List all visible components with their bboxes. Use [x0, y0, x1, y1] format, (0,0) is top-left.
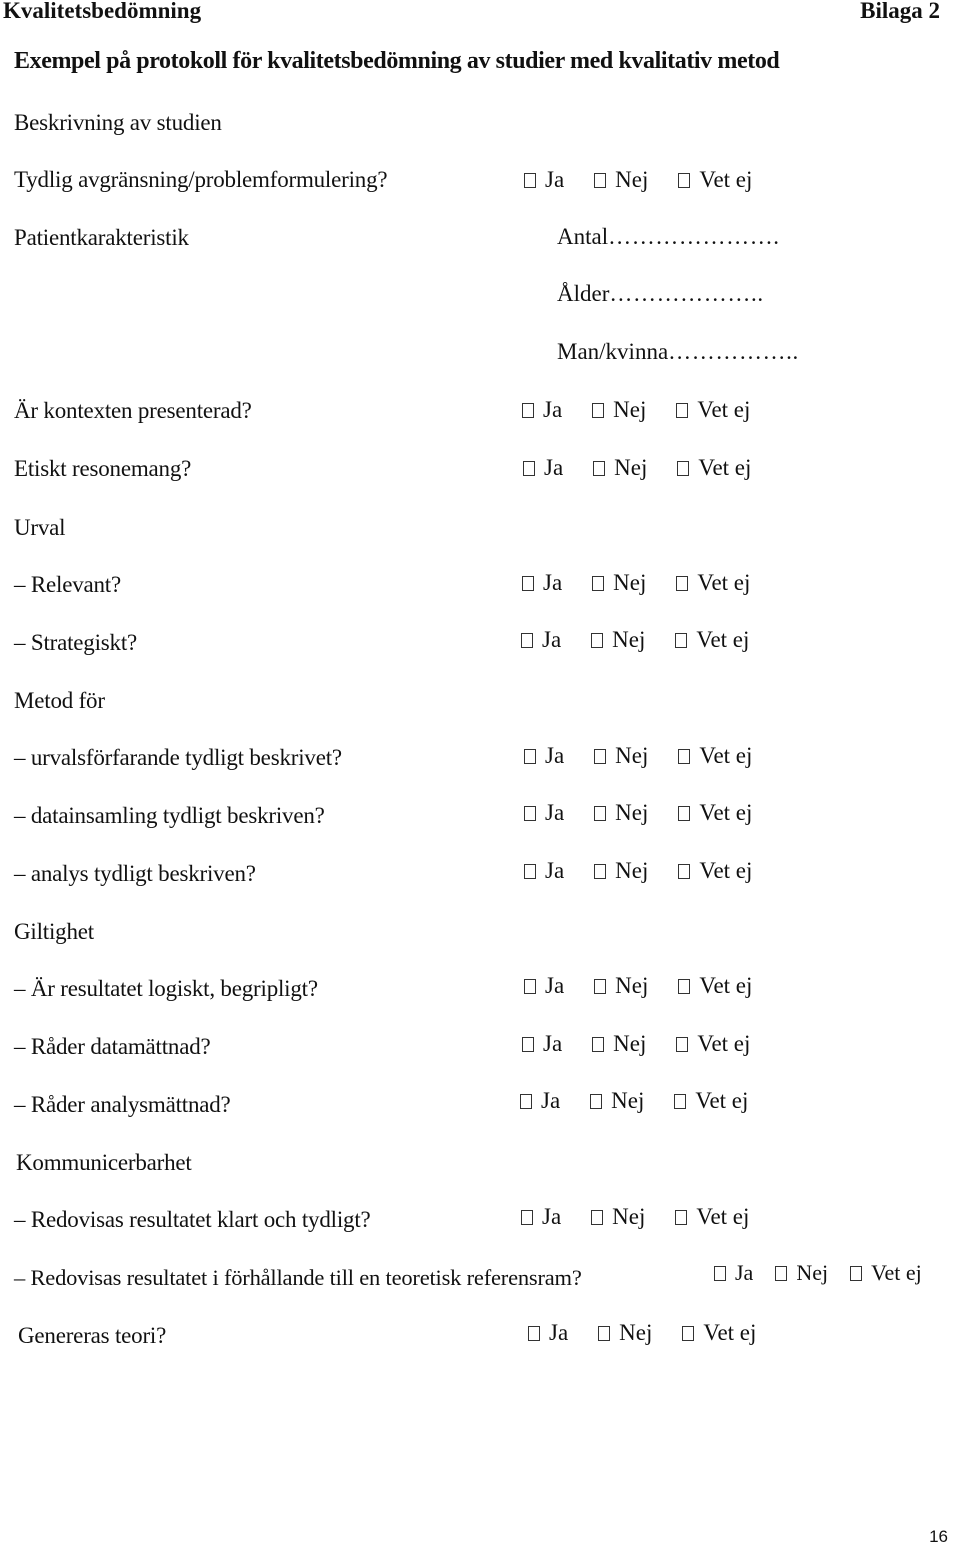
option-unknown[interactable]: [682, 1320, 756, 1346]
question-theoretical-framework: – Redovisas resultatet i förhållande till en teoretisk referensram?: [14, 1265, 582, 1290]
field-blank: ………………….: [608, 224, 780, 249]
checkbox[interactable]: [522, 576, 534, 591]
option-unknown[interactable]: [678, 167, 752, 193]
answer-options: [524, 858, 752, 884]
checkbox[interactable]: [675, 633, 687, 648]
option-unknown[interactable]: [674, 1088, 748, 1114]
option-label: Nej: [615, 973, 649, 998]
option-yes[interactable]: [523, 455, 563, 481]
checkbox[interactable]: [676, 1037, 688, 1052]
question-relevant: – Relevant?: [14, 572, 122, 597]
answer-options: [528, 1320, 756, 1346]
option-unknown[interactable]: [677, 455, 751, 481]
checkbox[interactable]: [524, 173, 536, 188]
option-label: Nej: [612, 627, 646, 652]
checkbox[interactable]: [591, 633, 603, 648]
option-label: Nej: [619, 1320, 653, 1345]
option-label: Vet ej: [698, 455, 752, 480]
option-label: Ja: [544, 455, 564, 480]
option-unknown[interactable]: [678, 743, 752, 769]
option-yes[interactable]: [522, 1031, 562, 1057]
option-no[interactable]: [594, 858, 648, 884]
option-label: Ja: [542, 627, 562, 652]
checkbox[interactable]: [676, 403, 688, 418]
field-age[interactable]: [557, 281, 764, 307]
question-analysis-saturation: – Råder analysmättnad?: [14, 1092, 231, 1117]
option-label: Nej: [613, 570, 647, 595]
option-label: Vet ej: [697, 1031, 751, 1056]
option-label: Nej: [613, 397, 647, 422]
field-blank: ………………..: [609, 281, 764, 306]
checkbox[interactable]: [592, 403, 604, 418]
option-unknown[interactable]: [675, 627, 749, 653]
option-label: Ja: [735, 1260, 754, 1285]
section-patient-characteristics: Patientkarakteristik: [14, 225, 189, 250]
option-no[interactable]: [591, 1204, 645, 1230]
checkbox[interactable]: [593, 461, 605, 476]
option-label: Ja: [545, 858, 565, 883]
option-no[interactable]: [593, 455, 647, 481]
option-label: Vet ej: [871, 1260, 922, 1285]
section-validity: Giltighet: [14, 919, 94, 944]
checkbox[interactable]: [594, 864, 606, 879]
option-label: Ja: [545, 167, 565, 192]
checkbox[interactable]: [522, 1037, 534, 1052]
question-data-saturation: – Råder datamättnad?: [14, 1034, 211, 1059]
checkbox[interactable]: [523, 461, 535, 476]
checkbox[interactable]: [594, 806, 606, 821]
checkbox[interactable]: [678, 173, 690, 188]
header-appendix-label: Bilaga 2: [860, 0, 940, 23]
option-label: Vet ej: [697, 570, 751, 595]
option-no[interactable]: [594, 167, 648, 193]
option-label: Ja: [545, 800, 565, 825]
option-unknown[interactable]: [676, 570, 750, 596]
option-yes[interactable]: [524, 858, 564, 884]
checkbox[interactable]: [677, 461, 689, 476]
checkbox[interactable]: [594, 979, 606, 994]
option-yes[interactable]: [524, 167, 564, 193]
option-label: Vet ej: [696, 627, 750, 652]
page-number: 16: [929, 1527, 948, 1546]
checkbox[interactable]: [590, 1094, 602, 1109]
option-label: Ja: [542, 1204, 562, 1229]
option-yes[interactable]: [524, 743, 564, 769]
answer-options: [524, 167, 752, 193]
checkbox[interactable]: [598, 1326, 610, 1341]
option-unknown[interactable]: [676, 397, 750, 423]
checkbox[interactable]: [521, 1210, 533, 1225]
answer-options: [522, 397, 750, 423]
checkbox[interactable]: [524, 979, 536, 994]
option-unknown[interactable]: [678, 800, 752, 826]
option-label: Nej: [614, 455, 648, 480]
option-label: Ja: [543, 397, 563, 422]
answer-options: [521, 627, 749, 653]
question-analysis: – analys tydligt beskriven?: [14, 861, 256, 886]
section-method: Metod för: [14, 688, 105, 713]
option-label: Vet ej: [699, 167, 753, 192]
option-no[interactable]: [594, 800, 648, 826]
option-label: Vet ej: [695, 1088, 749, 1113]
option-label: Nej: [613, 1031, 647, 1056]
checkbox[interactable]: [850, 1266, 862, 1281]
option-label: Ja: [549, 1320, 569, 1345]
checkbox[interactable]: [678, 864, 690, 879]
option-unknown[interactable]: [678, 858, 752, 884]
option-no[interactable]: [592, 570, 646, 596]
question-logical-result: – Är resultatet logiskt, begripligt?: [14, 976, 318, 1001]
option-unknown[interactable]: [676, 1031, 750, 1057]
checkbox[interactable]: [522, 403, 534, 418]
checkbox[interactable]: [592, 1037, 604, 1052]
option-yes[interactable]: [524, 800, 564, 826]
answer-options: [521, 1204, 749, 1230]
field-label: Ålder: [557, 281, 610, 306]
question-clear-results: – Redovisas resultatet klart och tydligt?: [14, 1207, 371, 1232]
option-no[interactable]: [594, 973, 648, 999]
option-unknown[interactable]: [675, 1204, 749, 1230]
question-ethics: Etiskt resonemang?: [14, 456, 192, 481]
option-unknown[interactable]: [850, 1260, 922, 1286]
answer-options: [714, 1260, 922, 1286]
answer-options: [524, 743, 752, 769]
question-generates-theory: Genereras teori?: [18, 1323, 167, 1348]
option-unknown[interactable]: [678, 973, 752, 999]
option-label: Vet ej: [697, 397, 751, 422]
checkbox[interactable]: [524, 864, 536, 879]
option-label: Nej: [796, 1260, 829, 1285]
option-label: Nej: [615, 167, 649, 192]
answer-options: [522, 1031, 750, 1057]
header-title: Kvalitetsbedömning: [3, 0, 202, 23]
checkbox[interactable]: [676, 576, 688, 591]
answer-options: [523, 455, 751, 481]
answer-options: [524, 973, 752, 999]
option-label: Ja: [545, 973, 565, 998]
option-no[interactable]: [594, 743, 648, 769]
checkbox[interactable]: [521, 633, 533, 648]
answer-options: [520, 1088, 748, 1114]
field-count[interactable]: [557, 224, 780, 250]
question-context: Är kontexten presenterad?: [14, 398, 252, 423]
checkbox[interactable]: [594, 173, 606, 188]
field-label: Man/kvinna: [557, 339, 669, 364]
option-no[interactable]: [591, 627, 645, 653]
option-label: Ja: [541, 1088, 561, 1113]
question-problem-formulation: Tydlig avgränsning/problemformulering?: [14, 167, 388, 192]
option-label: Vet ej: [699, 743, 753, 768]
option-yes[interactable]: [522, 397, 562, 423]
option-yes[interactable]: [520, 1088, 560, 1114]
section-communicability: Kommunicerbarhet: [16, 1150, 192, 1175]
checkbox[interactable]: [678, 806, 690, 821]
option-yes[interactable]: [714, 1260, 753, 1286]
protocol-heading: Exempel på protokoll för kvalitetsbedömning av studier med kvalitativ metod: [14, 48, 780, 74]
field-gender[interactable]: [557, 339, 799, 365]
option-label: Ja: [543, 1031, 563, 1056]
option-label: Nej: [615, 743, 649, 768]
checkbox[interactable]: [594, 749, 606, 764]
question-sampling-procedure: – urvalsförfarande tydligt beskrivet?: [14, 745, 342, 770]
option-label: Nej: [615, 800, 649, 825]
option-label: Vet ej: [696, 1204, 750, 1229]
question-strategic: – Strategiskt?: [14, 630, 138, 655]
checkbox[interactable]: [524, 749, 536, 764]
checkbox[interactable]: [528, 1326, 540, 1341]
option-yes[interactable]: [522, 570, 562, 596]
option-no[interactable]: [775, 1260, 828, 1286]
answer-options: [522, 570, 750, 596]
checkbox[interactable]: [775, 1266, 787, 1281]
option-no[interactable]: [592, 1031, 646, 1057]
option-yes[interactable]: [521, 1204, 561, 1230]
option-yes[interactable]: [528, 1320, 568, 1346]
field-blank: ……………..: [668, 339, 799, 364]
option-yes[interactable]: [524, 973, 564, 999]
option-label: Nej: [611, 1088, 645, 1113]
option-label: Ja: [543, 570, 563, 595]
checkbox[interactable]: [678, 749, 690, 764]
option-no[interactable]: [598, 1320, 652, 1346]
checkbox[interactable]: [674, 1094, 686, 1109]
checkbox[interactable]: [591, 1210, 603, 1225]
option-yes[interactable]: [521, 627, 561, 653]
checkbox[interactable]: [524, 806, 536, 821]
option-no[interactable]: [592, 397, 646, 423]
checkbox[interactable]: [682, 1326, 694, 1341]
checkbox[interactable]: [678, 979, 690, 994]
checkbox[interactable]: [714, 1266, 726, 1281]
study-description-label: Beskrivning av studien: [14, 110, 222, 135]
option-label: Vet ej: [699, 800, 753, 825]
option-label: Vet ej: [699, 973, 753, 998]
answer-options: [524, 800, 752, 826]
field-label: Antal: [557, 224, 609, 249]
option-label: Vet ej: [703, 1320, 757, 1345]
checkbox[interactable]: [520, 1094, 532, 1109]
option-label: Ja: [545, 743, 565, 768]
question-data-collection: – datainsamling tydligt beskriven?: [14, 803, 325, 828]
section-sampling: Urval: [14, 515, 66, 540]
option-label: Vet ej: [699, 858, 753, 883]
option-no[interactable]: [590, 1088, 644, 1114]
option-label: Nej: [615, 858, 649, 883]
checkbox[interactable]: [592, 576, 604, 591]
checkbox[interactable]: [675, 1210, 687, 1225]
option-label: Nej: [612, 1204, 646, 1229]
